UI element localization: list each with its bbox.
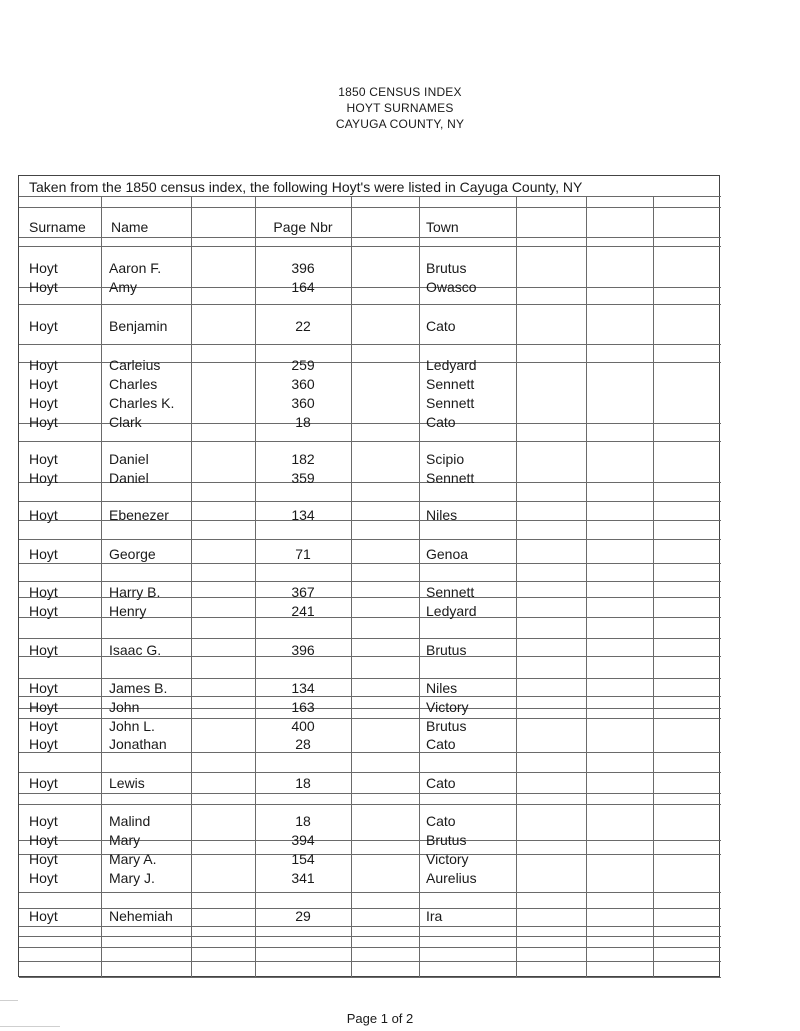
cell-name: Malind: [109, 813, 151, 829]
cell-surname: Hoyt: [29, 870, 58, 886]
page-number: Page 1 of 2: [346, 1011, 414, 1026]
cell-page-number: 163: [291, 699, 315, 715]
cell-surname: Hoyt: [29, 395, 58, 411]
cell-surname: Hoyt: [29, 603, 58, 619]
cell-surname: Hoyt: [29, 279, 58, 295]
cell-town: Niles: [426, 507, 458, 523]
cell-town: Cato: [426, 318, 456, 334]
cell-town: Sennett: [426, 584, 475, 600]
cell-name: Benjamin: [109, 318, 168, 334]
cell-surname: Hoyt: [29, 451, 58, 467]
cell-town: Ledyard: [426, 603, 477, 619]
cell-name: George: [109, 546, 156, 562]
census-table: [18, 175, 720, 977]
cell-page-number: 71: [295, 546, 311, 562]
cell-town: Victory: [426, 699, 469, 715]
cell-name: Aaron F.: [109, 260, 162, 276]
cell-town: Niles: [426, 680, 458, 696]
cell-name: Ebenezer: [109, 507, 169, 523]
header-subtitle: HOYT SURNAMES: [346, 101, 454, 115]
cell-page-number: 341: [291, 870, 315, 886]
column-header-name: Name: [111, 219, 149, 235]
cell-name: Mary A.: [109, 851, 157, 867]
cell-name: Lewis: [109, 775, 145, 791]
cell-surname: Hoyt: [29, 470, 58, 486]
cell-surname: Hoyt: [29, 775, 58, 791]
cell-town: Ledyard: [426, 357, 477, 373]
cell-town: Aurelius: [426, 870, 477, 886]
cell-town: Sennett: [426, 376, 475, 392]
cell-name: Isaac G.: [109, 642, 162, 658]
cell-name: Mary J.: [109, 870, 155, 886]
cell-surname: Hoyt: [29, 832, 58, 848]
cell-page-number: 360: [291, 395, 315, 411]
cell-surname: Hoyt: [29, 813, 58, 829]
cell-page-number: 396: [291, 642, 315, 658]
cell-town: Brutus: [426, 832, 467, 848]
cell-page-number: 29: [295, 908, 311, 924]
cell-name: Daniel: [109, 470, 149, 486]
cell-name: Carleius: [109, 357, 161, 373]
cell-page-number: 400: [291, 718, 315, 734]
cell-town: Sennett: [426, 470, 475, 486]
cell-page-number: 134: [291, 507, 315, 523]
scan-artifact: [0, 1026, 60, 1027]
cell-page-number: 22: [295, 318, 311, 334]
cell-surname: Hoyt: [29, 736, 58, 752]
cell-page-number: 18: [295, 775, 311, 791]
cell-surname: Hoyt: [29, 908, 58, 924]
document-header: [0, 84, 800, 132]
cell-surname: Hoyt: [29, 680, 58, 696]
cell-name: Charles: [109, 376, 158, 392]
cell-page-number: 367: [291, 584, 315, 600]
cell-name: Jonathan: [109, 736, 167, 752]
cell-page-number: 396: [291, 260, 315, 276]
header-location: CAYUGA COUNTY, NY: [335, 117, 465, 131]
cell-town: Cato: [426, 736, 456, 752]
cell-surname: Hoyt: [29, 642, 58, 658]
column-header-town: Town: [426, 219, 459, 235]
cell-page-number: 394: [291, 832, 315, 848]
cell-surname: Hoyt: [29, 318, 58, 334]
cell-name: John: [109, 699, 140, 715]
cell-surname: Hoyt: [29, 851, 58, 867]
cell-name: Charles K.: [109, 395, 175, 411]
cell-name: Nehemiah: [109, 908, 173, 924]
cell-surname: Hoyt: [29, 699, 58, 715]
cell-name: Daniel: [109, 451, 149, 467]
cell-name: James B.: [109, 680, 168, 696]
cell-town: Cato: [426, 813, 456, 829]
cell-page-number: 360: [291, 376, 315, 392]
cell-town: Brutus: [426, 260, 467, 276]
cell-surname: Hoyt: [29, 507, 58, 523]
cell-page-number: 18: [295, 813, 311, 829]
cell-town: Owasco: [426, 279, 477, 295]
cell-surname: Hoyt: [29, 376, 58, 392]
cell-name: Clark: [109, 414, 142, 430]
cell-page-number: 134: [291, 680, 315, 696]
cell-name: Mary: [109, 832, 141, 848]
cell-town: Sennett: [426, 395, 475, 411]
cell-page-number: 164: [291, 279, 315, 295]
cell-name: Harry B.: [109, 584, 161, 600]
table-title: Taken from the 1850 census index, the following Hoyt's were listed in Cayuga County, NY: [29, 179, 583, 195]
cell-page-number: 154: [291, 851, 315, 867]
cell-page-number: 182: [291, 451, 315, 467]
header-title: 1850 CENSUS INDEX: [338, 85, 462, 99]
cell-surname: Hoyt: [29, 260, 58, 276]
cell-town: Victory: [426, 851, 469, 867]
cell-town: Ira: [426, 908, 443, 924]
cell-page-number: 241: [291, 603, 315, 619]
column-header-page: Page Nbr: [273, 219, 333, 235]
cell-town: Genoa: [426, 546, 469, 562]
cell-town: Brutus: [426, 642, 467, 658]
cell-town: Cato: [426, 414, 456, 430]
cell-town: Brutus: [426, 718, 467, 734]
cell-town: Cato: [426, 775, 456, 791]
cell-name: Amy: [109, 279, 137, 295]
cell-town: Scipio: [426, 451, 465, 467]
cell-page-number: 28: [295, 736, 311, 752]
cell-surname: Hoyt: [29, 584, 58, 600]
cell-page-number: 18: [295, 414, 311, 430]
cell-name: John L.: [109, 718, 155, 734]
cell-surname: Hoyt: [29, 546, 58, 562]
cell-surname: Hoyt: [29, 718, 58, 734]
cell-page-number: 259: [291, 357, 315, 373]
scan-artifact: [0, 1000, 18, 1001]
column-header-surname: Surname: [29, 219, 86, 235]
cell-surname: Hoyt: [29, 357, 58, 373]
cell-name: Henry: [109, 603, 147, 619]
cell-surname: Hoyt: [29, 414, 58, 430]
cell-page-number: 359: [291, 470, 315, 486]
